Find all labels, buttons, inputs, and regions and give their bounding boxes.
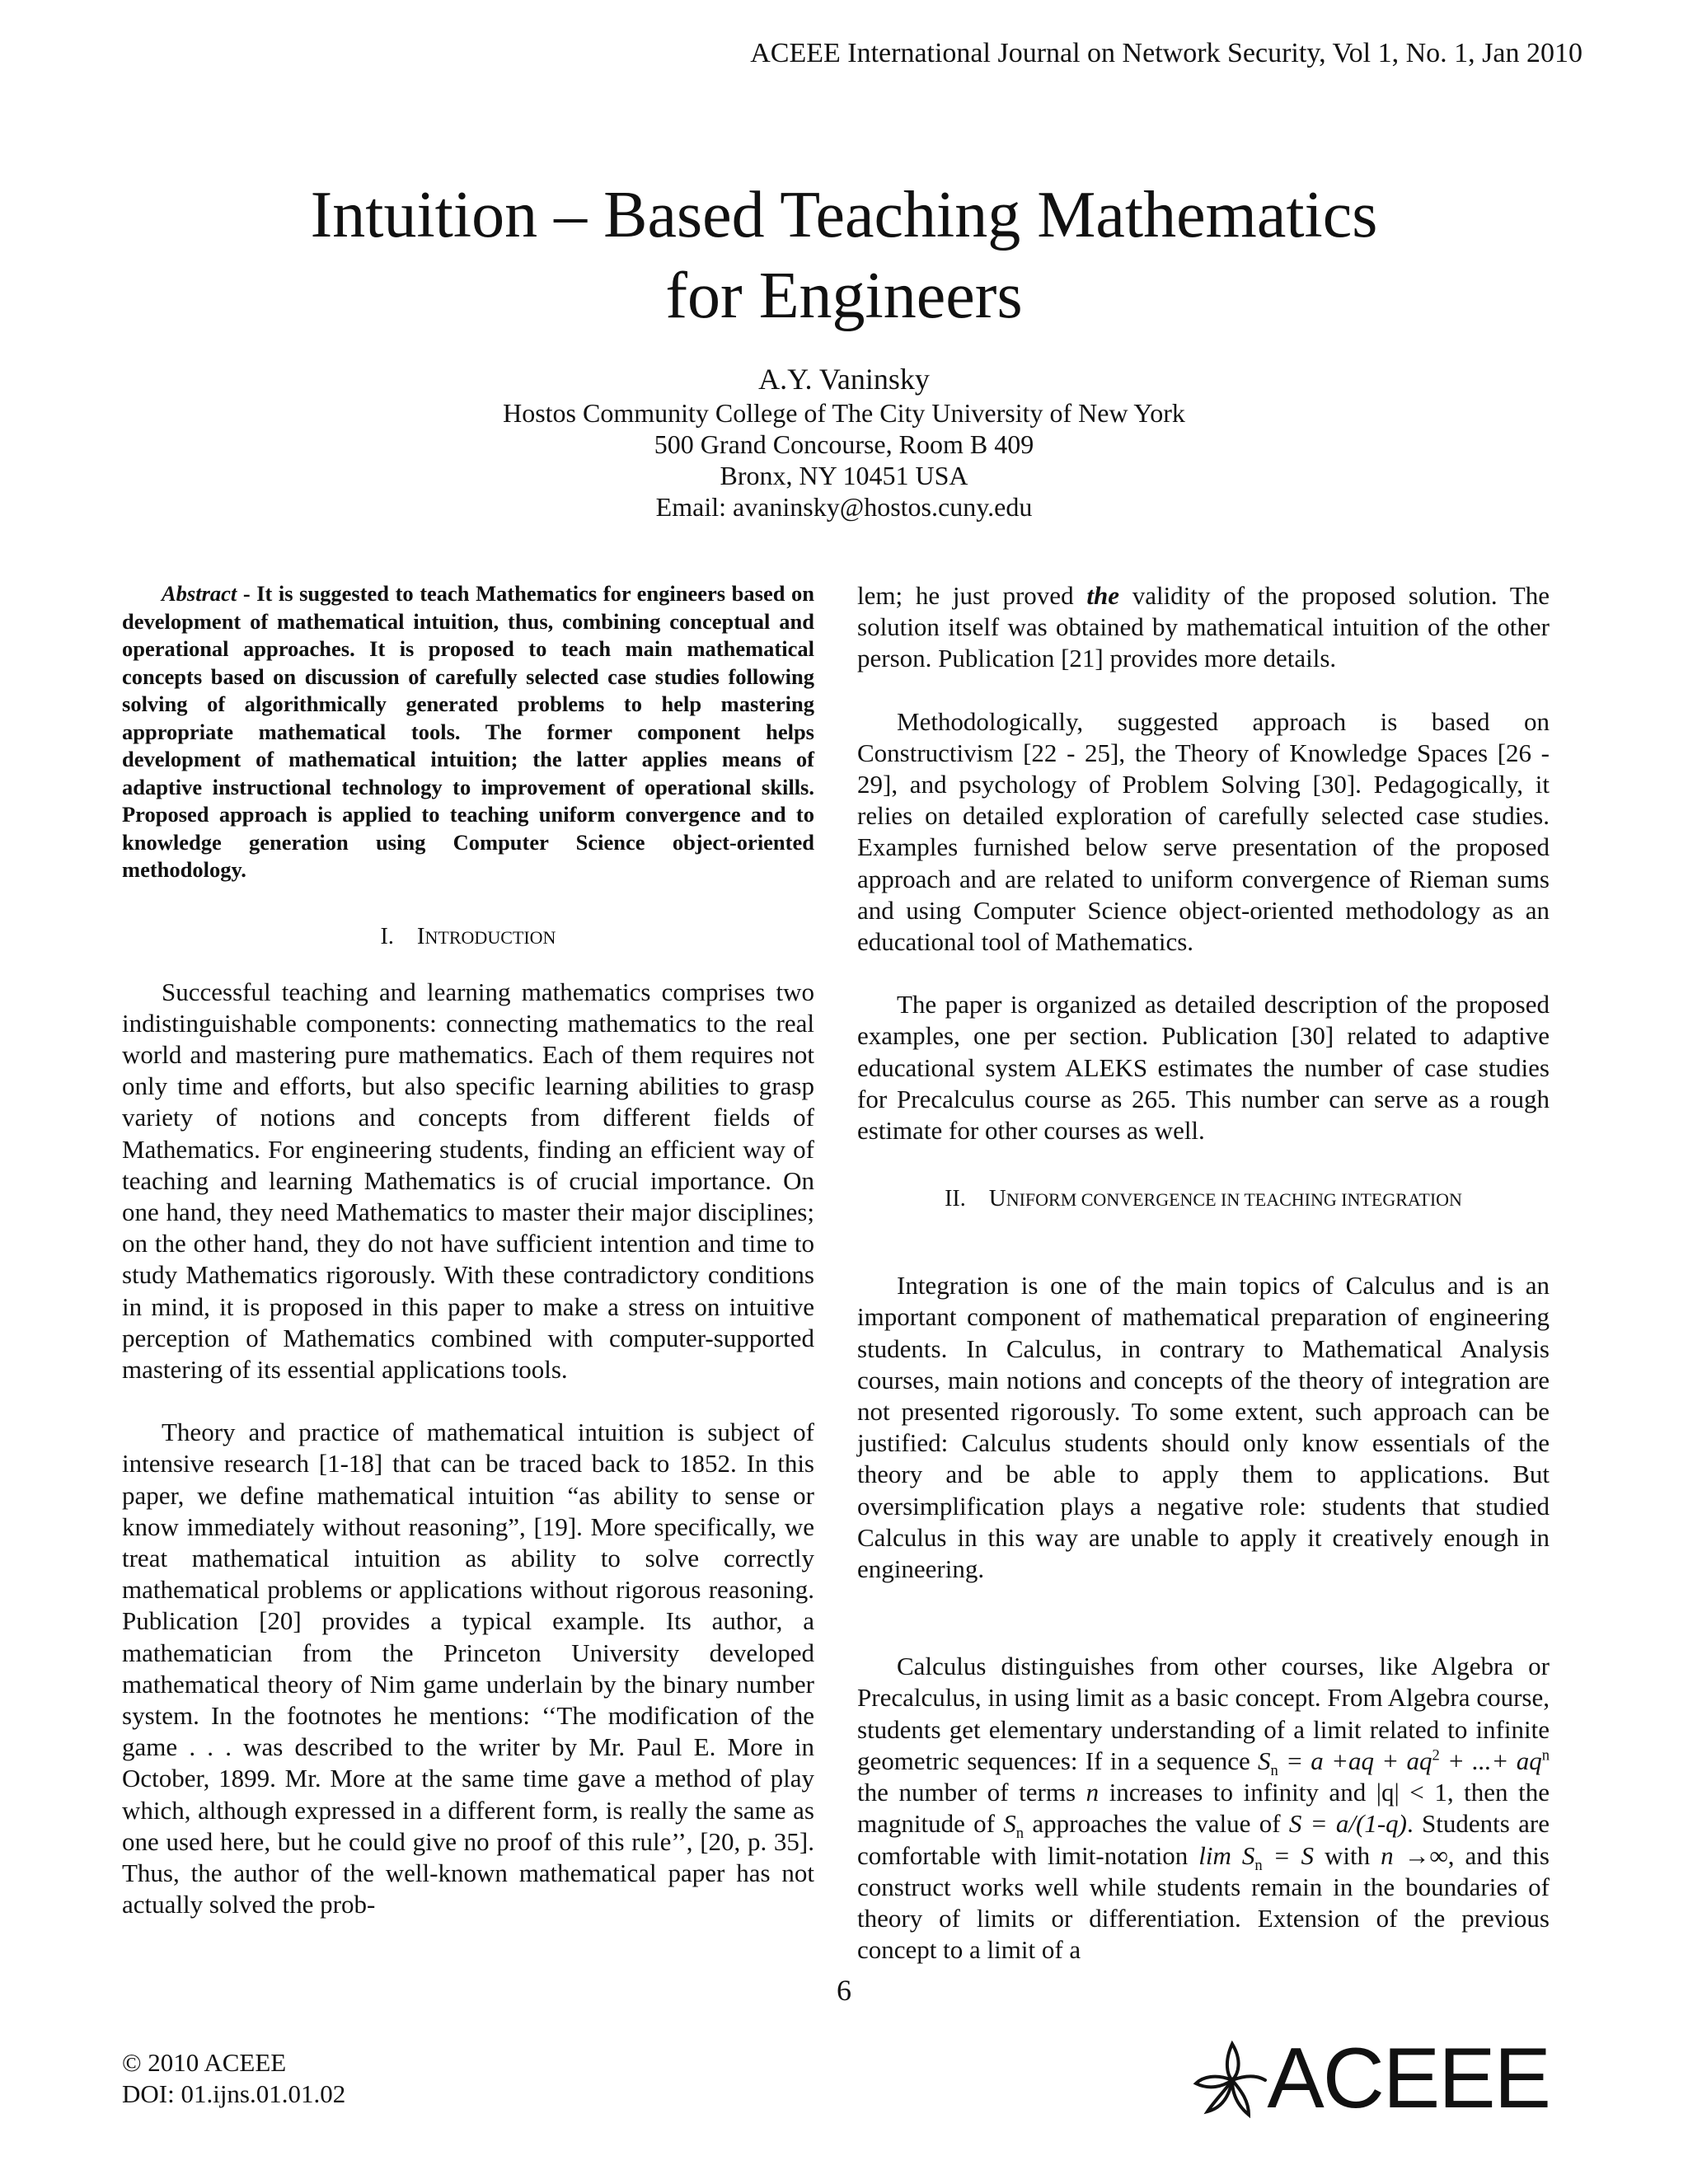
author-affiliation: Hostos Community College of The City University of New York	[503, 398, 1185, 428]
abstract-text: - It is suggested to teach Mathematics for engineers based on development of mathematical intuition, thus, combining conceptual and operational approaches. It is proposed to teach main mathematical concepts based on discussion of carefully selected case studies following solving of algorithmically generated problems to help mastering appropriate mathematical tools. The former component helps development of mathematical intuition; the latter applies means of adaptive instructional technology to improvement of operational skills. Proposed approach is applied to teaching uniform convergence and to knowledge generation using Computer Science object-oriented methodology.	[122, 581, 814, 882]
aceee-logo-icon	[1191, 2037, 1267, 2120]
section-title-rest: NIFORM CONVERGENCE IN TEACHING INTEGRATION	[1006, 1189, 1462, 1211]
math-superscript: 2	[1432, 1746, 1440, 1765]
author-address-line-2: Bronx, NY 10451 USA	[720, 461, 968, 490]
footer-copyright: © 2010 ACEEE	[122, 2048, 287, 2077]
section-title-rest: NTRODUCTION	[424, 926, 556, 948]
math-subscript: n	[1015, 1825, 1025, 1843]
emphasis-word: the	[1086, 581, 1119, 610]
math-expression: = S	[1262, 1840, 1315, 1870]
footer-doi: DOI: 01.ijns.01.01.02	[122, 2079, 346, 2108]
abstract-label: Abstract	[162, 581, 237, 606]
paragraph-gap	[122, 1385, 814, 1417]
intro-paragraph-2-continued	[857, 580, 1550, 675]
intro-paragraph-1: Successful teaching and learning mathematics comprises two indistinguishable components: connecting mathematics to the real world and mastering pure mathematics. Each of them requires not only time and efforts, but also specific learning abilities to grasp variety of notions and concepts from different fields of Mathematics. For engineering students, finding an efficient way of teaching and learning Mathematics is of crucial importance. On one hand, they need Mathematics to master their major disciplines; on the other hand, they do not have sufficient intention and time to study Mathematics rigorously. With these contradictory conditions in mind, it is proposed in this paper to make a stress on intuitive perception of Mathematics combined with computer-supported mastering of its essential applications tools.	[122, 977, 814, 1384]
text-span: increases to infinity and |q| < 1, then the magnitude of	[857, 1778, 1550, 1839]
math-formula: S = a/(1-q)	[1288, 1809, 1407, 1839]
author-address-line-1: 500 Grand Concourse, Room B 409	[654, 429, 1034, 459]
author-block	[0, 361, 1688, 523]
math-subscript: n	[1254, 1856, 1263, 1874]
text-span: , and this construct works well while students remain in the boundaries of theory of limits or differentiation. Extension of the previous concept to a limit of a	[857, 1840, 1550, 1965]
author-email: Email: avaninsky@hostos.cuny.edu	[655, 492, 1033, 522]
paragraph-gap	[857, 1239, 1550, 1270]
paragraph-gap	[857, 1585, 1550, 1651]
text-span: the number of terms	[857, 1778, 1086, 1807]
math-subscript: n	[1270, 1762, 1278, 1780]
aceee-logo	[1191, 2031, 1550, 2126]
text-span: with	[1314, 1840, 1381, 1870]
math-symbol: S	[1258, 1746, 1271, 1775]
section-heading-introduction	[122, 922, 814, 952]
right-column	[857, 580, 1550, 1966]
text-span: approaches the value of	[1024, 1809, 1289, 1839]
section-number: II.	[945, 1186, 966, 1212]
abstract	[122, 580, 814, 884]
section-number: I.	[380, 923, 394, 949]
section-title-initial: I	[416, 922, 425, 949]
section2-paragraph-2	[857, 1651, 1550, 1966]
title-block	[0, 175, 1688, 336]
intro-paragraph-3: Methodologically, suggested approach is based on Constructivism [22 - 25], the Theory of Knowledge Spaces [26 - 29], and psychology of Problem Solving [30]. Pedagogically, it relies on detailed exploration of carefully selected case studies. Examples furnished below serve presentation of the proposed approach and are related to uniform convergence of Rieman sums and using Computer Science object-oriented methodology as an educational tool of Mathematics.	[857, 706, 1550, 957]
paragraph-gap	[857, 958, 1550, 989]
math-expression: n →∞	[1381, 1840, 1448, 1870]
title-line-2: for Engineers	[665, 260, 1023, 332]
author-name: A.Y. Vaninsky	[758, 363, 930, 396]
text-span: lem; he just proved	[857, 581, 1087, 610]
math-superscript: n	[1541, 1746, 1550, 1765]
paper-title	[0, 175, 1688, 336]
footer-info	[122, 2047, 345, 2110]
paragraph-gap	[857, 675, 1550, 706]
math-symbol: S	[1003, 1809, 1016, 1839]
math-symbol: n	[1085, 1778, 1100, 1807]
journal-header: ACEEE International Journal on Network Security, Vol 1, No. 1, Jan 2010	[750, 38, 1582, 68]
math-expression: + ...+ aq	[1439, 1746, 1542, 1775]
text-span: . Students are comfortable with limit-notation	[857, 1809, 1550, 1870]
left-column	[122, 580, 814, 1920]
text-span: Calculus distinguishes from other courses, like Algebra or Precalculus, in using limit as a basic concept. From Algebra course, students get elementary understanding of a limit related to infinite geometric sequences: If in a sequence	[857, 1652, 1550, 1775]
text-span: validity of the proposed solution. The solution itself was obtained by mathematical intuition of the other person. Publication [21] provides more details.	[857, 581, 1550, 673]
title-line-1: Intuition – Based Teaching Mathematics	[310, 179, 1378, 251]
math-expression: = a +aq + aq	[1278, 1746, 1432, 1775]
page-number: 6	[837, 1974, 851, 2007]
section-title-initial: U	[988, 1185, 1006, 1212]
math-limit: lim S	[1198, 1840, 1255, 1870]
section-heading-uniform-convergence	[857, 1184, 1550, 1214]
section2-paragraph-1: Integration is one of the main topics of Calculus and is an important component of mathematical preparation of engineering students. In Calculus, in contrary to Mathematical Analysis courses, main notions and concepts of the theory of integration are not presented rigorously. To some extent, such approach can be justified: Calculus students should only know essentials of the theory and be able to apply them to applications. But oversimplification plays a negative role: students that studied Calculus in this way are unable to apply it creatively enough in engineering.	[857, 1271, 1550, 1584]
aceee-logo-text: ACEEE	[1267, 2031, 1550, 2126]
intro-paragraph-2: Theory and practice of mathematical intuition is subject of intensive research [1-18] that can be traced back to 1852. In this paper, we define mathematical intuition “as ability to sense or know immediately without reasoning”, [19]. More specifically, we treat mathematical intuition as ability to solve correctly mathematical problems or applications without rigorous reasoning. Publication [20] provides a typical example. Its author, a mathematician from the Princeton University developed mathematical theory of Nim game underlain by the binary number system. In the footnotes he mentions: ‘‘The modification of the game . . . was described to the writer by Mr. Paul E. More in October, 1899. Mr. More at the same time gave a method of play which, although expressed in a different form, is really the same as one used here, but he could give no proof of this rule’’, [20, p. 35]. Thus, the author of the well-known mathematical paper has not actually solved the prob-	[122, 1418, 814, 1919]
intro-paragraph-4: The paper is organized as detailed description of the proposed examples, one per section. Publication [30] related to adaptive educational system ALEKS estimates the number of case studies for Precalculus course as 265. This number can serve as a rough estimate for other courses as well.	[857, 990, 1550, 1146]
